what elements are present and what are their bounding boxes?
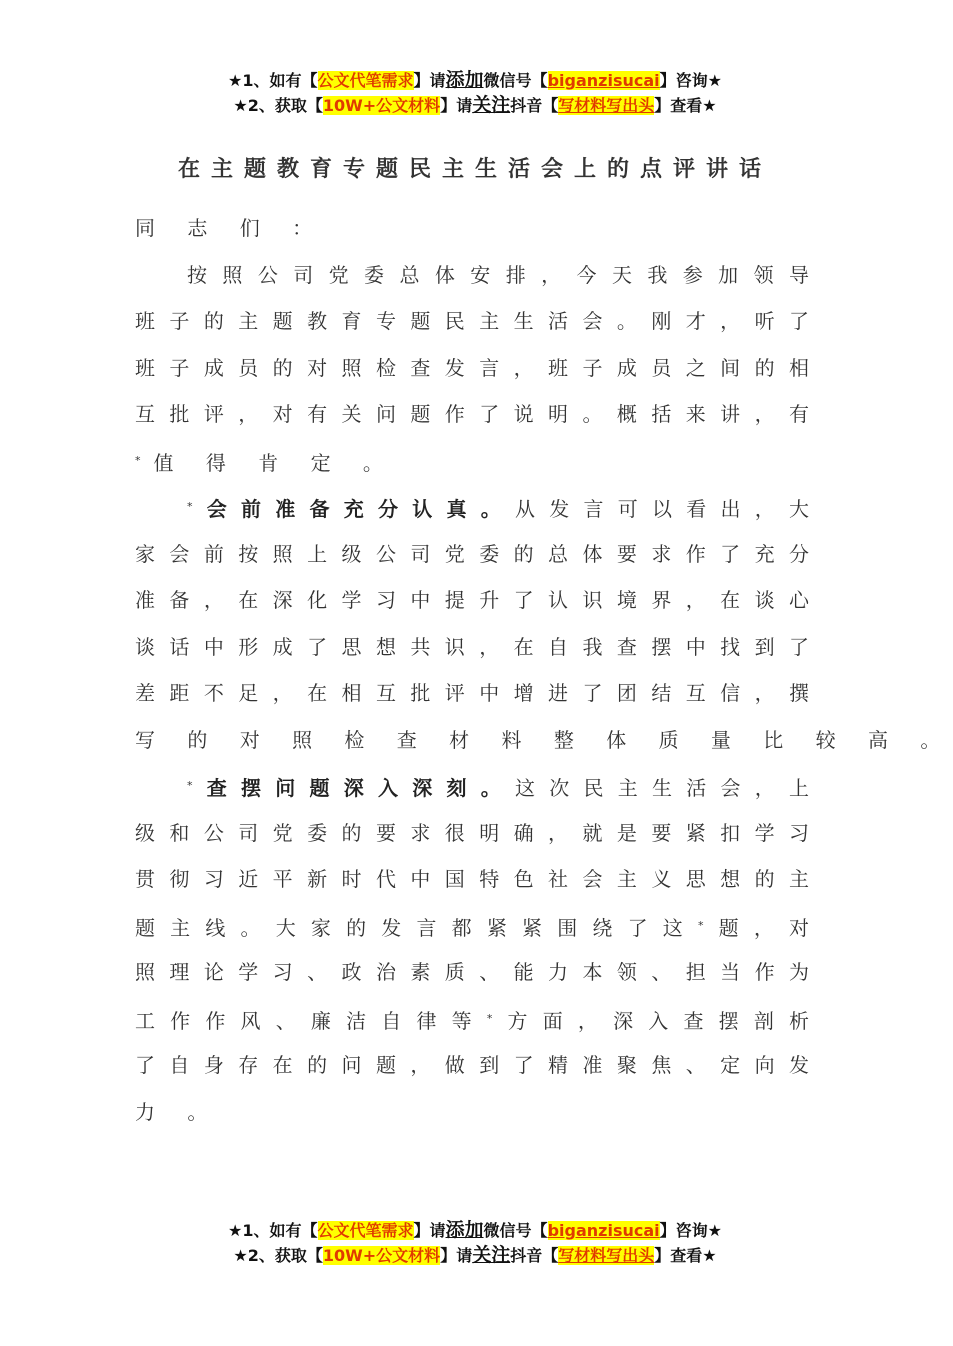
- section-heading-line: *查摆问题深入深刻。这次民主生活会，上: [187, 776, 811, 800]
- text-line: 工作作风、廉洁自律等*方面，深入查摆剖析: [135, 1008, 812, 1033]
- ad-line-1: ★1、如有【公文代笔需求】请添加微信号【biganzisucai】咨询★: [228, 1219, 722, 1241]
- section-heading-line: *会前准备充分认真。从发言可以看出，大: [187, 497, 811, 521]
- ad-douyin-account[interactable]: 写材料写出头: [558, 96, 655, 115]
- text-line: 力 。: [135, 1099, 221, 1124]
- ad-douyin-account[interactable]: 写材料写出头: [558, 1246, 655, 1265]
- section-heading: 会前准备充分认真。: [194, 497, 515, 521]
- text-line: 了自身存在的问题，做到了精准聚焦、定向发: [135, 1053, 811, 1077]
- document-body: [135, 205, 953, 1135]
- salutation: 同 志 们 ：: [135, 216, 326, 240]
- ad-line-2: ★2、获取【10W+公文材料】请关注抖音【写材料写出头】查看★: [233, 1244, 717, 1266]
- text-line: 差距不足，在相互批评中增进了团结互信，撰: [135, 681, 811, 705]
- text-line: 谈话中形成了思想共识，在自我查摆中找到了: [135, 634, 811, 659]
- text-line: 照理论学习、政治素质、能力本领、担当作为: [135, 960, 811, 984]
- ad-highlight-materials: 10W+公文材料: [322, 96, 441, 115]
- text-line: 级和公司党委的要求很明确，就是要紧扣学习: [135, 820, 811, 845]
- ad-line-2: ★2、获取【10W+公文材料】请关注抖音【写材料写出头】查看★: [233, 94, 717, 116]
- text-line: 按照公司党委总体安排，今天我参加领导: [187, 262, 811, 287]
- text-line: 班子成员的对照检查发言，班子成员之间的相: [135, 355, 811, 380]
- text-line: 家会前按照上级公司党委的总体要求作了充分: [135, 541, 811, 566]
- section-heading: 查摆问题深入深刻。: [194, 776, 515, 800]
- text-line: 贯彻习近平新时代中国特色社会主义思想的主: [135, 867, 811, 891]
- footer-ad-banner: [0, 1218, 950, 1268]
- text-line: 班子的主题教育专题民主生活会。刚才，听了: [135, 309, 811, 333]
- header-ad-banner: [0, 68, 950, 118]
- ad-wechat-id[interactable]: biganzisucai: [547, 71, 660, 90]
- ad-highlight-materials: 10W+公文材料: [322, 1246, 441, 1265]
- document-title: 在主题教育专题民主生活会上的点评讲话: [177, 157, 772, 182]
- ad-highlight-service: 公文代笔需求: [317, 1221, 414, 1240]
- ad-highlight-service: 公文代笔需求: [317, 71, 414, 90]
- ad-wechat-id[interactable]: biganzisucai: [547, 1221, 660, 1240]
- text-line: 写 的 对 照 检 查 材 料 整 体 质 量 比 较 高 。: [135, 727, 953, 752]
- text-line: *值 得 肯 定 。: [135, 450, 396, 475]
- text-line: 互批评，对有关问题作了说明。概括来讲，有: [135, 402, 811, 426]
- text-line: 题主线。大家的发言都紧紧围绕了这*题，对: [135, 915, 812, 940]
- ad-line-1: ★1、如有【公文代笔需求】请添加微信号【biganzisucai】咨询★: [228, 69, 722, 91]
- text-line: 准备，在深化学习中提升了认识境界，在谈心: [135, 588, 811, 612]
